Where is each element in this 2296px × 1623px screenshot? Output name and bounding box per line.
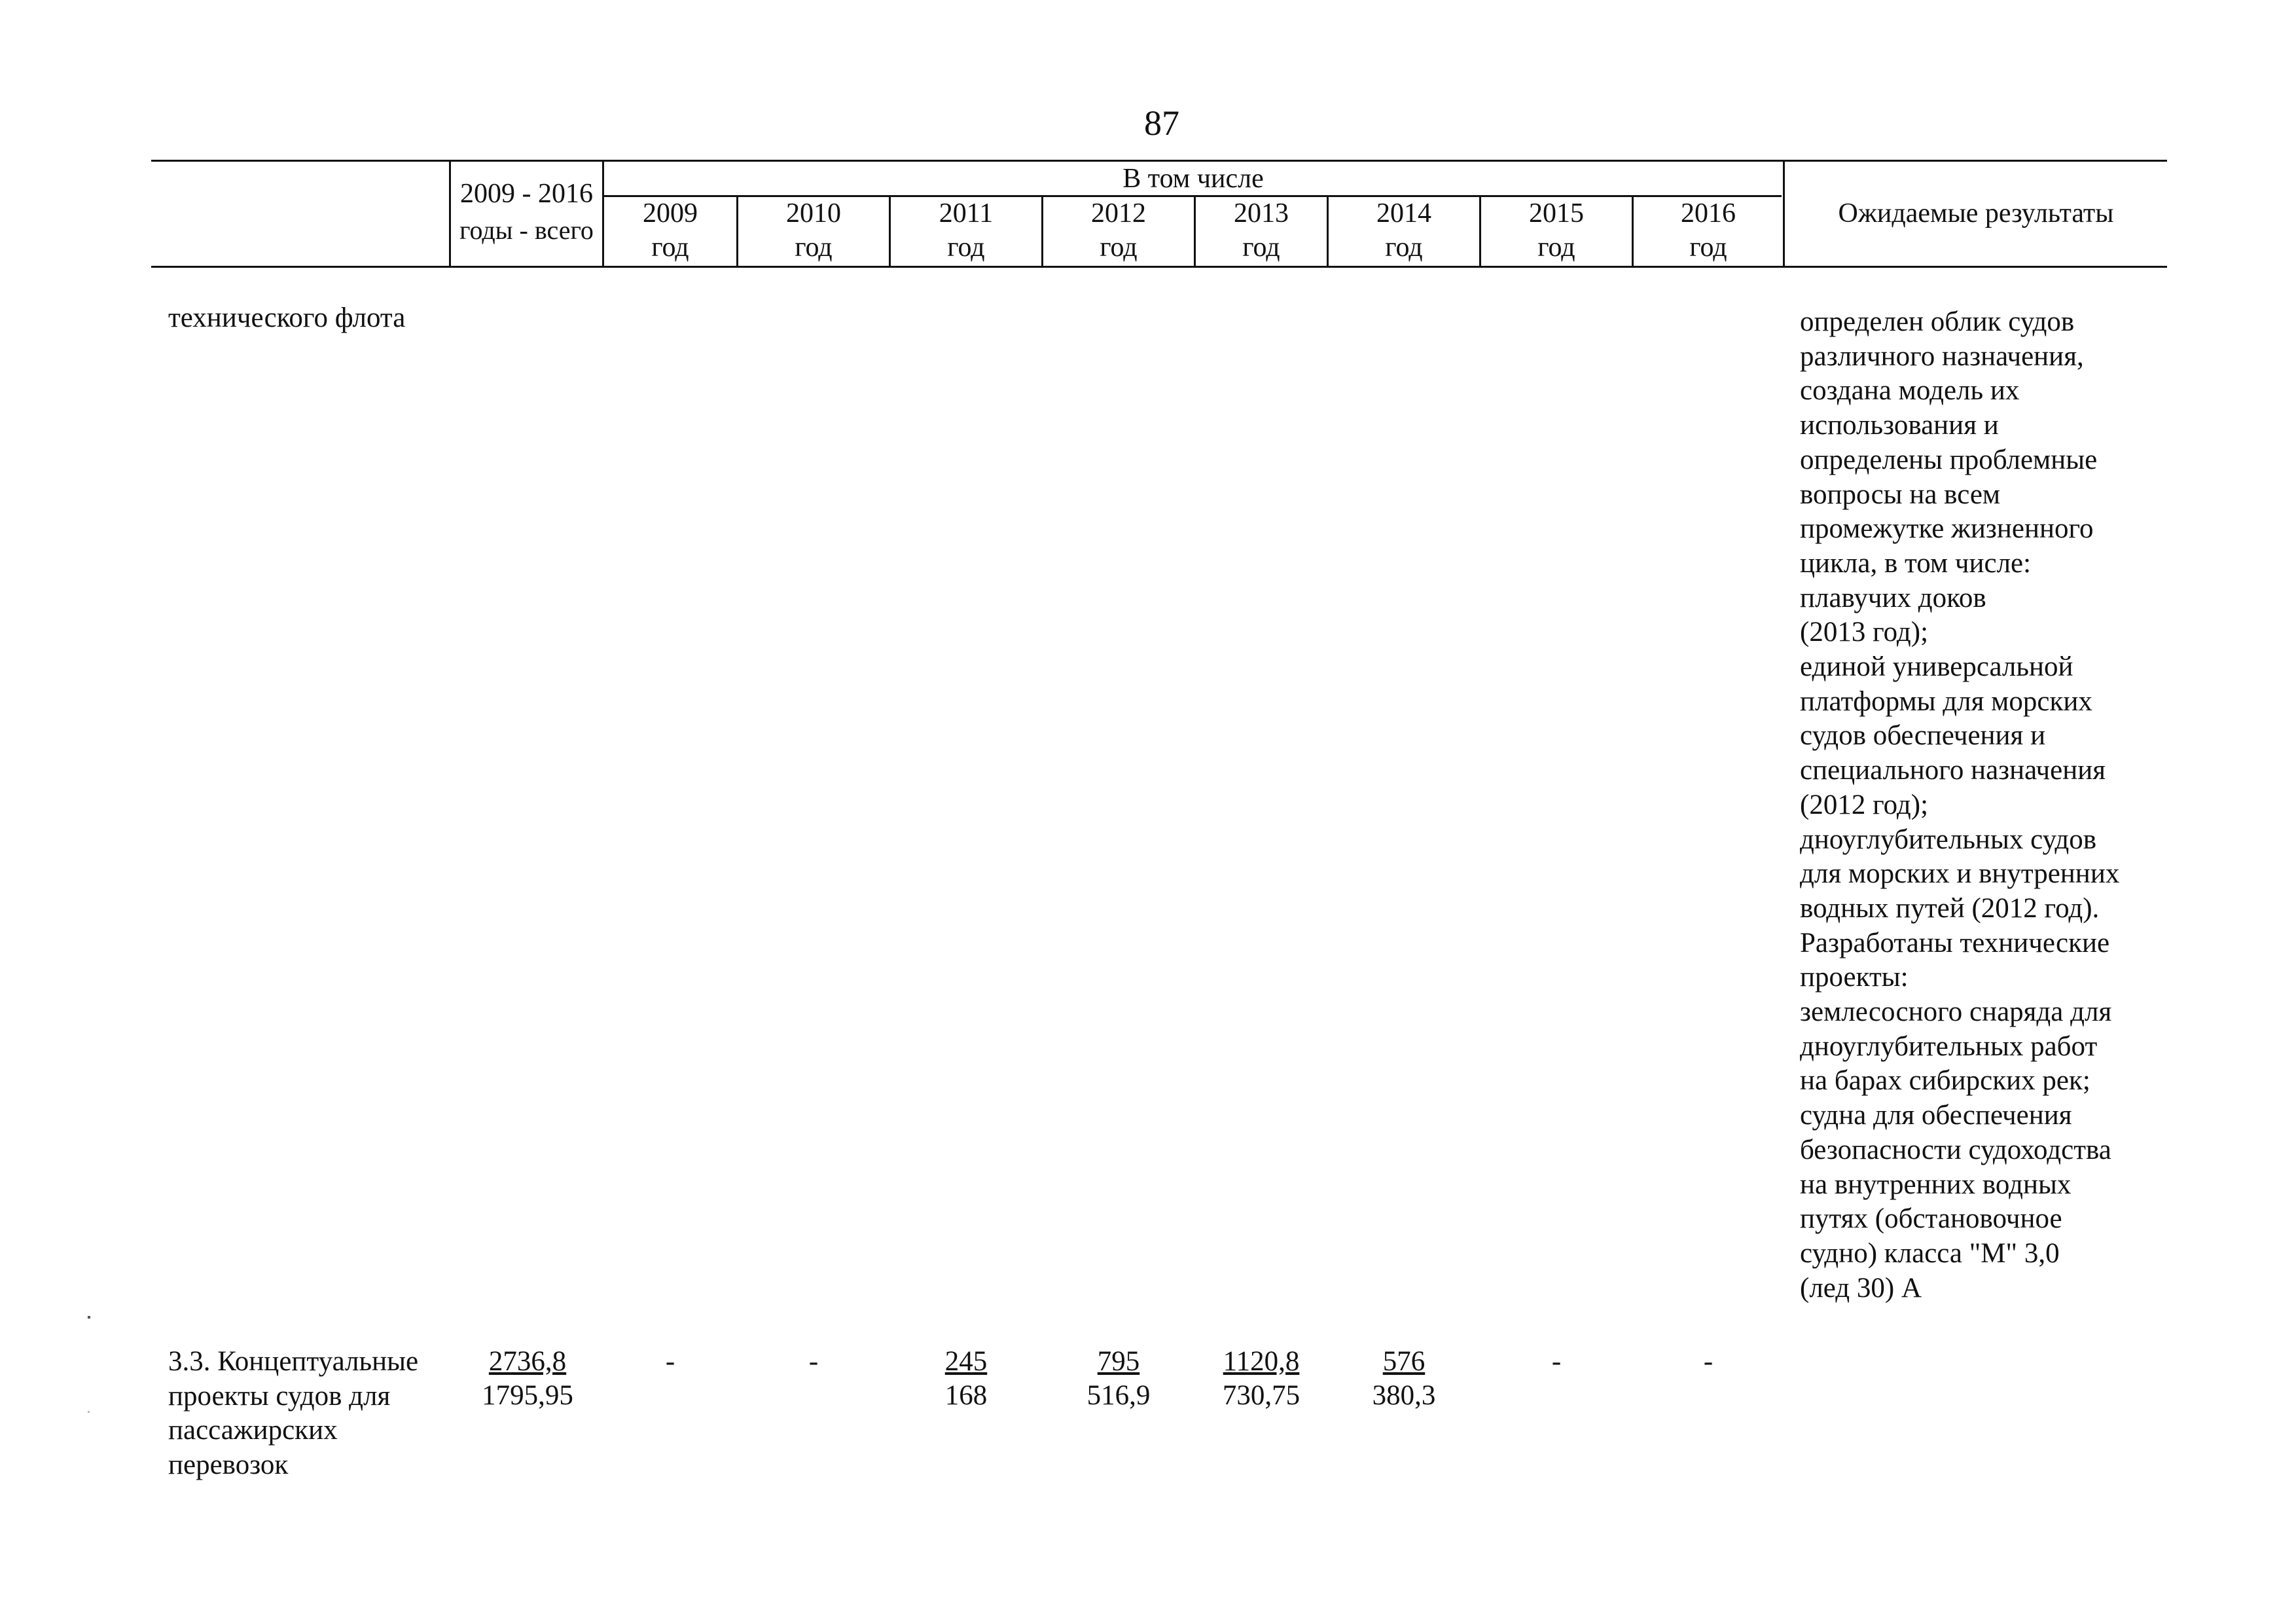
year-sub-value: 516,9 [1086,1380,1151,1411]
item-3-3-2013 [1196,1345,1327,1413]
scan-speck [88,1411,90,1413]
total-value: 2736,8 [488,1346,567,1377]
year-suffix: год [1100,232,1138,263]
year-suffix: год [795,232,833,263]
item-3-3-2012 [1043,1345,1194,1413]
continued-item-name: технического флота [168,302,406,333]
header-year-2013 [1196,196,1327,267]
year-value: 576 [1382,1346,1426,1377]
header-expected-results: Ожидаемые результаты [1838,198,2114,228]
header-year-2014 [1329,196,1479,267]
year-sub-value: 380,3 [1372,1380,1436,1411]
year-label: 2011 [939,198,994,228]
header-top-rule [151,160,2167,162]
scan-speck [88,1316,90,1319]
header-year-2010 [738,196,889,267]
year-suffix: год [1242,232,1280,263]
item-3-3-total [456,1345,600,1413]
item-3-3-2015: - [1551,1346,1562,1377]
year-suffix: год [947,232,985,263]
year-label: 2010 [786,198,841,228]
item-3-3-2014 [1329,1345,1479,1413]
year-value: 1120,8 [1223,1346,1300,1377]
year-suffix: год [651,232,689,263]
item-3-3-2010: - [808,1346,819,1377]
item-3-3-2011 [891,1345,1041,1413]
year-label: 2015 [1529,198,1584,228]
col-divider [449,160,451,267]
year-suffix: год [1537,232,1575,263]
header-year-2009 [604,196,736,267]
continued-item-results: определен облик судов различного назначения, создана модель их использования и определены проблемные вопросы на всем промежутке жизненного цикла, в том числе: плавучих доков (2013 год); единой универсальной платформы для морских судов обеспечения и специального назначения (2012 год); дноуглубительных судов для морских и внутренних водных путей (2012 год). Разработаны технические проекты: землесосного снаряда для дноуглубительных работ на барах сибирских рек; судна для обеспечения безопасности судоходства на внутренних водных путях (обстановочное судно) класса "М" 3,0 (лед 30) А [1800,306,2120,1304]
header-total-label: годы - всего [459,215,594,245]
page-number: 87 [1144,103,1179,143]
year-value: 245 [944,1346,988,1377]
header-year-2015 [1481,196,1632,267]
year-label: 2012 [1091,198,1146,228]
year-label: 2014 [1376,198,1431,228]
header-including: В том числе [1122,164,1264,194]
year-suffix: год [1689,232,1727,263]
header-year-2011 [891,196,1041,267]
year-label: 2016 [1681,198,1736,228]
year-suffix: год [1385,232,1423,263]
year-sub-value: 730,75 [1222,1380,1300,1411]
item-3-3-name: 3.3. Концептуальные проекты судов для пассажирских перевозок [168,1346,419,1481]
header-total-years: 2009 - 2016 [460,179,593,209]
year-label: 2013 [1234,198,1289,228]
year-value: 795 [1097,1346,1140,1377]
header-year-2016 [1634,196,1783,267]
total-sub-value: 1795,95 [482,1380,573,1411]
year-label: 2009 [643,198,698,228]
header-year-2012 [1043,196,1194,267]
item-3-3-2009: - [665,1346,675,1377]
year-sub-value: 168 [944,1380,988,1411]
item-3-3-2016: - [1703,1346,1713,1377]
